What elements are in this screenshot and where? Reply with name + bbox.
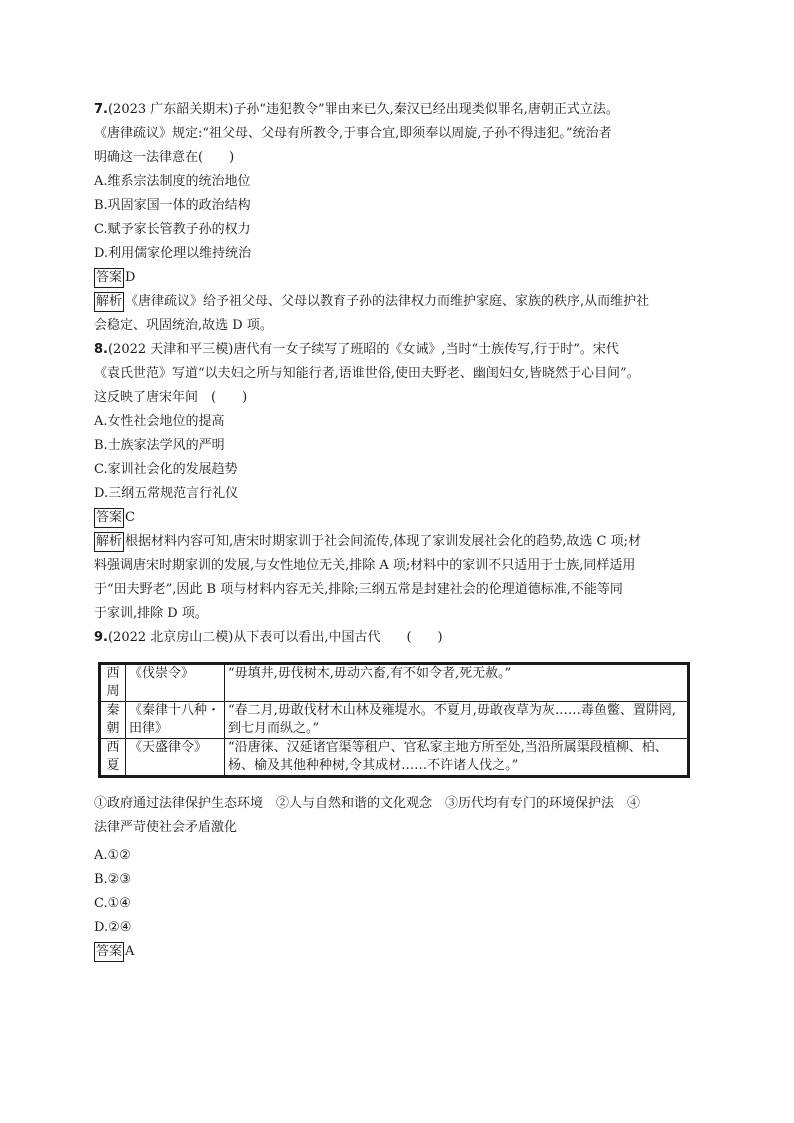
content-cell: “毋填井,毋伐树木,毋动六畜,有不如令者,死无赦。” [225, 664, 689, 702]
answer-row [94, 506, 714, 530]
content-cell: “沿唐徕、汉延诸官渠等租户、官私家主地方所至处,当沿所属渠段植柳、柏、杨、榆及其他种种树,令其成材……不许诸人伐之。” [225, 739, 689, 777]
answer-value: A [125, 944, 135, 959]
dynasty-cell: 秦朝 [100, 702, 126, 739]
question-7-stem-line-1: 7.(2023 广东韶关期末)子孙“违犯教令”罪由来已久,秦汉已经出现类似罪名,唐朝正式立法。 [94, 102, 619, 117]
law-table [98, 662, 690, 778]
option-b: B.②③ [94, 872, 131, 887]
dynasty-cell: 西夏 [100, 739, 126, 777]
option-a: A.①② [94, 848, 131, 863]
option-d: D.三纲五常规范言行礼仪 [94, 486, 239, 501]
analysis-label: 解析 [94, 292, 124, 312]
question-8-stem-line-2: 《袁氏世范》写道“以夫妇之所与知能行者,语谁世俗,使田夫野老、幽闺妇女,皆晓然于心目间”。 [94, 366, 640, 381]
answer-label: 答案 [94, 268, 124, 288]
question-7-stem-line-3: 明确这一法律意在( ) [94, 150, 235, 165]
statements-line-1: ①政府通过法律保护生态环境 ②人与自然和谐的文化观念 ③历代均有专门的环境保护法 ④ [94, 796, 641, 811]
question-8-stem-line-3: 这反映了唐宋年间 ( ) [94, 390, 248, 405]
analysis: 解析 根据材料内容可知,唐宋时期家训于社会间流传,体现了家训发展社会化的趋势,故选 C 项;材 料强调唐宋时期家训的发展,与女性地位无关,排除 A 项;材料中的家训不只适用于士族,同样适用 于“田夫野老”,因此 B 项与材料内容无关,排除;三纲五常是封建社会的伦理道德标准,不能等同 于家训,排除 D 项。 [94, 533, 642, 621]
question-9 [94, 626, 714, 964]
table-row [100, 664, 689, 702]
statements-line-2: 法律严苛使社会矛盾激化 [94, 820, 238, 835]
question-number: 8. [94, 342, 108, 357]
analysis: 解析 《唐律疏议》给予祖父母、父母以教育子孙的法律权力而维护家庭、家族的秩序,从而维护社 会稳定、巩固统治,故选 D 项。 [94, 293, 650, 333]
option-b: B.士族家法学风的严明 [94, 438, 225, 453]
question-7 [94, 98, 714, 338]
law-cell: 《天盛律令》 [126, 739, 225, 777]
answer-value: D [125, 270, 136, 285]
answer-value: C [125, 510, 135, 525]
table-row [100, 739, 689, 777]
dynasty-cell: 西周 [100, 664, 126, 702]
option-a: A.女性社会地位的提高 [94, 414, 225, 429]
option-c: C.赋予家长管教子孙的权力 [94, 222, 251, 237]
question-7-stem-line-2: 《唐律疏议》规定:“祖父母、父母有所教令,于事合宜,即须奉以周旋,子孙不得违犯。”统治者 [94, 126, 612, 141]
answer-row [94, 940, 714, 964]
question-8-stem-line-1: 8.(2022 天津和平三模)唐代有一女子续写了班昭的《女诫》,当时“士族传写,行于时”。宋代 [94, 342, 619, 357]
question-9-stem: 9.(2022 北京房山二模)从下表可以看出,中国古代 ( ) [94, 630, 443, 645]
option-c: C.家训社会化的发展趋势 [94, 462, 238, 477]
answer-row [94, 266, 714, 290]
option-b: B.巩固家国一体的政治结构 [94, 198, 251, 213]
table-row [100, 702, 689, 739]
analysis-label: 解析 [94, 532, 124, 552]
document-page [94, 98, 714, 964]
answer-label: 答案 [94, 508, 124, 528]
question-number: 9. [94, 630, 108, 645]
law-cell: 《伐崇令》 [126, 664, 225, 702]
content-cell: “春二月,毋敢伐材木山林及雍堤水。不夏月,毋敢夜草为灰……毒鱼鳖、置阱罔,到七月而纵之。” [225, 702, 689, 739]
option-d: D.②④ [94, 920, 132, 935]
answer-label: 答案 [94, 942, 124, 962]
option-a: A.维系宗法制度的统治地位 [94, 174, 251, 189]
question-8 [94, 338, 714, 626]
law-cell: 《秦律十八种・田律》 [126, 702, 225, 739]
option-d: D.利用儒家伦理以维持统治 [94, 246, 252, 261]
question-number: 7. [94, 102, 108, 117]
option-c: C.①④ [94, 896, 131, 911]
